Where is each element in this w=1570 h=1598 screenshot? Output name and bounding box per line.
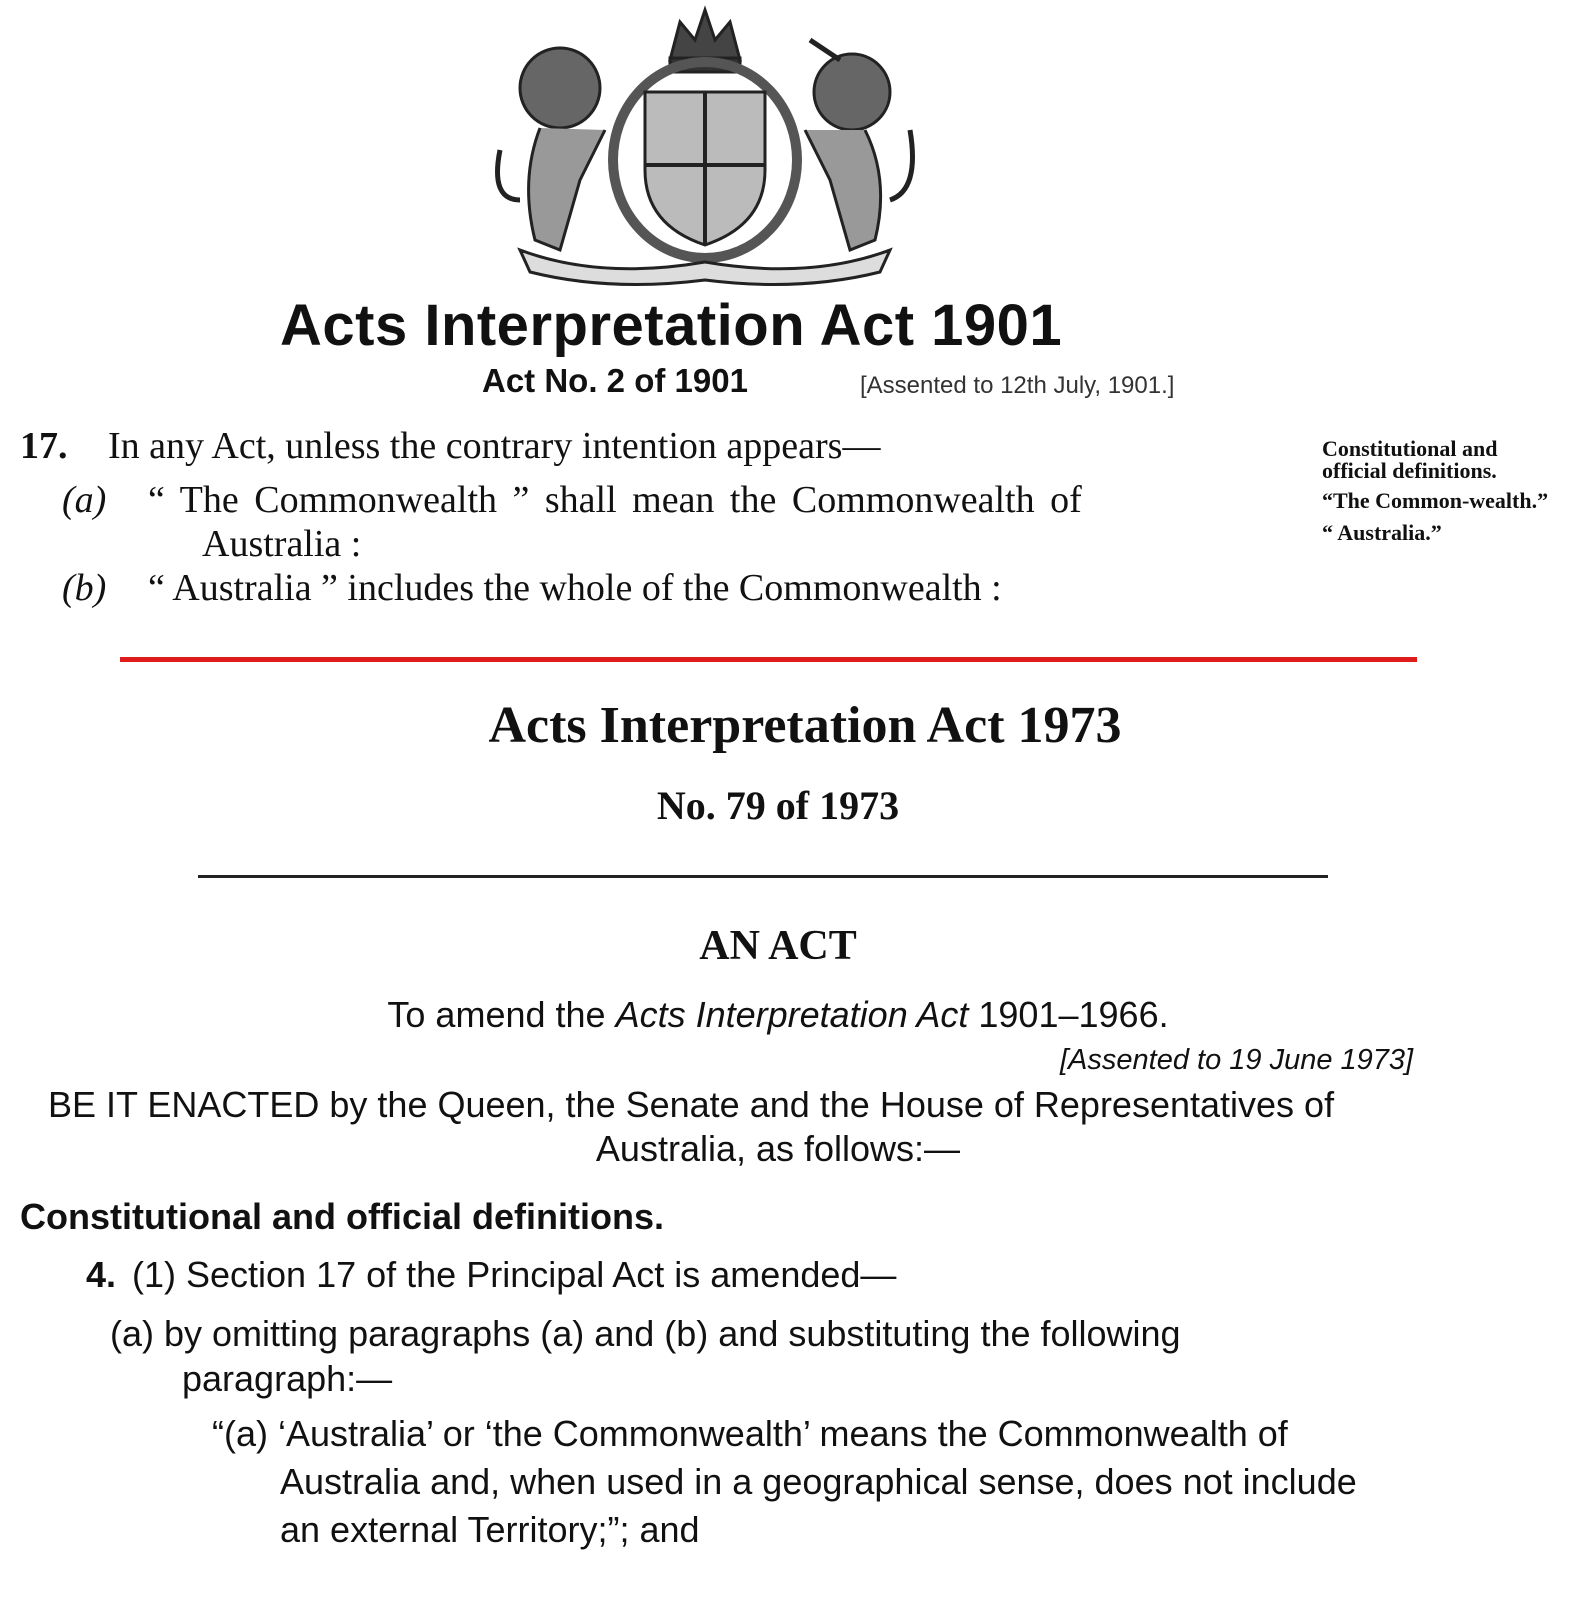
act-1901-title: Acts Interpretation Act 1901 xyxy=(280,293,1063,358)
margin-note-australia: “ Australia.” xyxy=(1322,520,1442,545)
act-1901-assent: [Assented to 12th July, 1901.] xyxy=(860,372,1175,399)
act-1973-assent: [Assented to 19 June 1973] xyxy=(1060,1044,1414,1076)
section-17-para-a-text: “ The Commonwealth ” shall mean the Commonwealth of xyxy=(148,479,1082,521)
section-17-para-a-continuation: Australia : xyxy=(202,523,362,565)
act-1901-number: Act No. 2 of 1901 xyxy=(482,362,748,399)
long-title-suffix: 1901–1966. xyxy=(968,994,1169,1035)
margin-note-heading: Constitutional and official definitions. xyxy=(1322,436,1498,483)
red-divider xyxy=(120,657,1417,662)
section-4-text: (1) Section 17 of the Principal Act is amended— xyxy=(132,1254,897,1295)
act-1973-title: Acts Interpretation Act 1973 xyxy=(488,697,1122,754)
margin-note-commonwealth: “The Common-wealth.” xyxy=(1322,488,1549,513)
enacting-clause-line-1: BE IT ENACTED by the Queen, the Senate and the House of Representatives of xyxy=(48,1084,1335,1125)
black-divider xyxy=(198,875,1328,878)
section-17-para-b-text: “ Australia ” includes the whole of the Commonwealth : xyxy=(148,567,1002,609)
section-4-para-a: (a) by omitting paragraphs (a) and (b) and substituting the following xyxy=(110,1313,1181,1354)
enacting-clause-line-2: Australia, as follows:— xyxy=(595,1128,961,1169)
long-title xyxy=(0,994,1556,1036)
section-4-para-a-continuation: paragraph:— xyxy=(182,1358,393,1399)
section-4-number: 4. xyxy=(86,1254,117,1295)
long-title-prefix: To amend the xyxy=(387,994,616,1035)
section-4-heading: Constitutional and official definitions. xyxy=(20,1196,664,1237)
section-17-para-b-label: (b) xyxy=(62,567,107,609)
margin-notes xyxy=(1322,438,1562,544)
section-17-intro: In any Act, unless the contrary intention appears— xyxy=(108,425,881,467)
act-1973-number: No. 79 of 1973 xyxy=(656,783,900,828)
an-act-heading: AN ACT xyxy=(699,923,857,969)
royal-coat-of-arms-icon xyxy=(480,0,930,290)
section-17-number: 17. xyxy=(20,425,68,467)
section-17-para-a-label: (a) xyxy=(62,479,107,521)
quoted-paragraph-line-3: an external Territory;”; and xyxy=(280,1509,700,1550)
quoted-paragraph-line-2: Australia and, when used in a geographical sense, does not include xyxy=(280,1461,1357,1502)
quoted-paragraph-line-1: “(a) ‘Australia’ or ‘the Commonwealth’ means the Commonwealth of xyxy=(212,1413,1288,1454)
long-title-act-name: Acts Interpretation Act xyxy=(615,994,969,1035)
